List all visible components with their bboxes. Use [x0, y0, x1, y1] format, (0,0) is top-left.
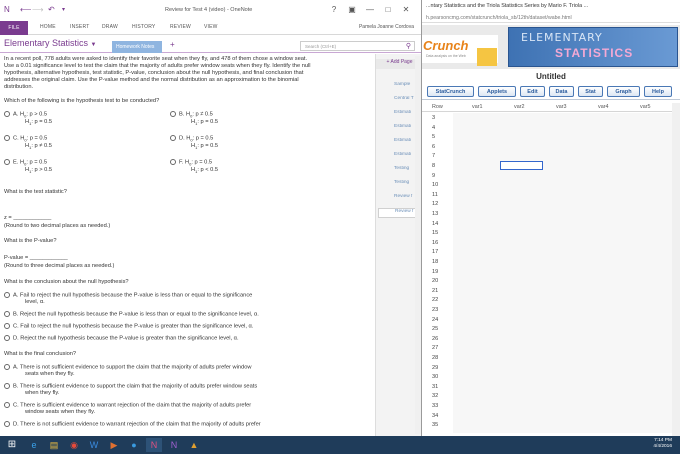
- row-number[interactable]: 9: [432, 172, 436, 179]
- hypothesis-option-e-h1: $H_1$: p > 0.5: [25, 167, 53, 175]
- back-icon[interactable]: ⟵: [20, 5, 32, 14]
- row-number[interactable]: 8: [432, 163, 436, 169]
- question-intro-line-5: distribution.: [4, 84, 34, 90]
- col-header-row: Row: [432, 104, 443, 110]
- p-value-question: What is the P-value?: [4, 238, 57, 244]
- chevron-down-icon: ▼: [90, 42, 97, 48]
- hypothesis-option-d[interactable]: D. $H_0$: p = 0.5: [170, 135, 213, 144]
- hypothesis-option-f[interactable]: F. $H_0$: p = 0.5: [170, 159, 212, 168]
- selected-cell[interactable]: [500, 161, 543, 170]
- grid-cells[interactable]: [453, 113, 675, 433]
- conclusion-option-a-cont: level, α.: [25, 299, 45, 305]
- word-icon[interactable]: W: [89, 440, 99, 450]
- radio-button[interactable]: [4, 111, 10, 117]
- taskbar: [0, 436, 680, 454]
- final-option-b-cont: when they fly.: [25, 390, 60, 396]
- tab-review[interactable]: REVIEW: [170, 24, 191, 30]
- row-number[interactable]: 25: [432, 326, 439, 333]
- onenote-task-icon[interactable]: N: [146, 438, 162, 452]
- hypothesis-option-b-h1: $H_1$: p = 0.5: [191, 119, 219, 127]
- note-page[interactable]: [0, 54, 372, 436]
- row-number[interactable]: 34: [432, 412, 439, 419]
- statcrunch-banner: [422, 25, 680, 69]
- statcrunch-logo: Crunch Data analysis on the Web: [422, 35, 498, 63]
- close-icon[interactable]: ✕: [402, 5, 410, 14]
- row-number[interactable]: 11: [432, 191, 438, 198]
- page-item[interactable]: Sample: [394, 82, 411, 87]
- ribbon-tabs: [0, 21, 422, 35]
- page-item[interactable]: Review f: [394, 194, 413, 199]
- conclusion-option-a[interactable]: A. Fail to reject the null hypothesis because the P-value is less than or equal to the significance: [4, 292, 252, 300]
- row-number[interactable]: 26: [432, 335, 439, 342]
- menu-data[interactable]: Data: [549, 86, 574, 97]
- file-explorer-icon[interactable]: ▤: [49, 440, 59, 450]
- logo-accent: [477, 48, 497, 66]
- question-intro-line-3: hypothesis, alternative hypothesis, test statistic, P-value, conclusion about the null hypothesis, and final conclusion that: [4, 70, 304, 76]
- add-page-button[interactable]: + Add Page: [376, 59, 422, 69]
- round-three-note: (Round to three decimal places as needed.): [4, 263, 115, 269]
- radio-button[interactable]: [170, 135, 176, 141]
- menu-applets[interactable]: Applets: [478, 86, 516, 97]
- row-number[interactable]: 20: [432, 278, 439, 285]
- tab-file[interactable]: FILE: [0, 21, 28, 35]
- conclusion-option-d[interactable]: D. Reject the null hypothesis because the P-value is greater than the significance level, α.: [4, 335, 239, 343]
- p-value-answer-line[interactable]: P-value = ____________: [4, 255, 68, 261]
- final-option-a-cont: seats when they fly.: [25, 371, 75, 377]
- row-number[interactable]: 5: [432, 134, 436, 141]
- col-header-var4[interactable]: var4: [598, 104, 609, 110]
- page-item[interactable]: Estimati: [394, 124, 412, 129]
- row-number[interactable]: 17: [432, 249, 439, 256]
- hypothesis-option-a[interactable]: A. $H_0$: p > 0.5: [4, 111, 47, 120]
- row-number[interactable]: 16: [432, 239, 439, 246]
- tab-history[interactable]: HISTORY: [132, 24, 156, 30]
- page-item[interactable]: Testing: [394, 166, 410, 171]
- question-intro-line-1: In a recent poll, 778 adults were asked to identify their favorite seat when they fly, and 478 of them chose a window seat.: [4, 56, 308, 62]
- tab-insert[interactable]: INSERT: [70, 24, 90, 30]
- row-number[interactable]: 32: [432, 393, 439, 400]
- row-number[interactable]: 35: [432, 422, 439, 429]
- radio-button[interactable]: [4, 135, 10, 141]
- menu-graph[interactable]: Graph: [607, 86, 640, 97]
- tab-home[interactable]: HOME: [40, 24, 56, 30]
- row-number[interactable]: 3: [432, 115, 436, 121]
- row-number[interactable]: 29: [432, 364, 439, 371]
- row-number[interactable]: 30: [432, 374, 439, 381]
- row-number[interactable]: 12: [432, 201, 439, 208]
- forward-icon[interactable]: ⟶: [32, 5, 44, 14]
- grid-scrollbar[interactable]: [672, 103, 680, 436]
- radio-button[interactable]: [4, 383, 10, 389]
- radio-button[interactable]: [4, 159, 10, 165]
- row-number[interactable]: 4: [432, 124, 436, 131]
- app-icon[interactable]: ●: [131, 440, 137, 450]
- col-header-var2[interactable]: var2: [514, 104, 525, 110]
- final-option-d[interactable]: D. There is not sufficient evidence to warrant rejection of the claim that the majority of adults prefer: [4, 421, 261, 429]
- conclusion-option-b[interactable]: B. Reject the null hypothesis because the P-value is less than or equal to the significance level, α.: [4, 311, 259, 319]
- clock-time: 7:14 PM: [654, 438, 672, 443]
- row-number[interactable]: 10: [432, 182, 439, 189]
- media-player-icon[interactable]: ▶: [110, 440, 118, 450]
- notebook-bar: [0, 35, 422, 53]
- hypothesis-option-c[interactable]: C. $H_0$: p = 0.5: [4, 135, 47, 144]
- radio-button[interactable]: [4, 421, 10, 427]
- onenote-titlebar: [0, 0, 422, 21]
- page-item[interactable]: Estimati: [394, 138, 412, 143]
- question-intro-line-4: addresses the original claim. Use the P-value method and the normal distribution as an approximation to the binomial: [4, 77, 299, 83]
- grid-header: [422, 103, 680, 112]
- onenote-scrollbar[interactable]: [415, 56, 421, 434]
- browser-title: ...ntary Statistics and the Triola Statistics Series by Mario F. Triola ...: [422, 0, 680, 12]
- hypothesis-option-c-h1: $H_1$: p ≠ 0.5: [25, 143, 52, 151]
- undo-icon[interactable]: ↶: [48, 5, 55, 14]
- row-number[interactable]: 22: [432, 297, 439, 304]
- row-number[interactable]: 7: [432, 153, 436, 160]
- conclusion-question: What is the conclusion about the null hypothesis?: [4, 279, 129, 285]
- spreadsheet-title: Untitled: [422, 70, 680, 84]
- row-number[interactable]: 6: [432, 143, 436, 150]
- row-number[interactable]: 15: [432, 230, 439, 237]
- radio-button[interactable]: [170, 111, 176, 117]
- notebook-dropdown[interactable]: [4, 38, 97, 48]
- radio-button[interactable]: [4, 323, 10, 329]
- page-item[interactable]: Estimati: [394, 110, 412, 115]
- hypothesis-option-a-h1: $H_1$: p = 0.5: [25, 119, 53, 127]
- onenote-second-icon[interactable]: N: [170, 440, 178, 450]
- z-answer-line[interactable]: z = ____________: [4, 215, 52, 221]
- radio-button[interactable]: [4, 311, 10, 317]
- radio-button[interactable]: [4, 292, 10, 298]
- page-item[interactable]: Testing: [394, 180, 410, 185]
- row-number[interactable]: 21: [432, 287, 439, 294]
- address-bar[interactable]: h.pearsoncmg.com/statcrunch/triola_sb/12th/dataset/wabe.html: [422, 13, 680, 23]
- windows-start-icon[interactable]: ⊞: [7, 439, 17, 450]
- menu-stat[interactable]: Stat: [578, 86, 603, 97]
- taskbar-clock[interactable]: [653, 438, 672, 450]
- row-number[interactable]: 31: [432, 383, 439, 390]
- radio-button[interactable]: [170, 159, 176, 165]
- tab-view[interactable]: VIEW: [204, 24, 218, 30]
- row-number[interactable]: 19: [432, 268, 439, 275]
- menu-help[interactable]: Help: [644, 86, 672, 97]
- browser-window: [422, 0, 680, 436]
- hypothesis-option-e[interactable]: E. $H_0$: p = 0.5: [4, 159, 47, 168]
- data-grid[interactable]: [422, 103, 680, 436]
- onenote-app-icon: N: [4, 5, 10, 14]
- page-item-selected[interactable]: Review f: [378, 208, 421, 218]
- final-option-a[interactable]: A. There is not sufficient evidence to support the claim that the majority of adults prefer window: [4, 364, 251, 372]
- maximize-icon[interactable]: □: [385, 5, 391, 14]
- internet-explorer-icon[interactable]: e: [31, 440, 37, 450]
- final-option-b[interactable]: B. There is sufficient evidence to support the claim that the majority of adults prefer window seats: [4, 383, 257, 391]
- chrome-icon[interactable]: ◉: [70, 440, 78, 450]
- radio-button[interactable]: [4, 364, 10, 370]
- col-header-var5[interactable]: var5: [640, 104, 651, 110]
- help-icon[interactable]: ?: [331, 5, 337, 14]
- final-conclusion-question: What is the final conclusion?: [4, 351, 77, 357]
- notebook-name: Elementary Statistics: [4, 38, 89, 48]
- book-cover-title: ELEMENTARY STATISTICS: [508, 27, 678, 67]
- tab-draw[interactable]: DRAW: [102, 24, 118, 30]
- window-title: Review for Test 4 (video) - OneNote: [165, 7, 253, 13]
- col-header-var1[interactable]: var1: [472, 104, 483, 110]
- row-number[interactable]: 13: [432, 211, 439, 217]
- customize-toolbar-icon[interactable]: ▾: [62, 7, 66, 13]
- page-item[interactable]: Estimati: [394, 152, 412, 157]
- search-placeholder: Search (Ctrl+E): [305, 44, 337, 49]
- radio-button[interactable]: [4, 402, 10, 408]
- hypothesis-option-f-h1: $H_1$: p < 0.5: [191, 167, 219, 175]
- user-name[interactable]: Pamela Joanne Cordova: [358, 24, 414, 30]
- ribbon-display-icon[interactable]: ▣: [348, 5, 356, 14]
- final-option-c[interactable]: C. There is sufficient evidence to warrant rejection of the claim that the majority of adults prefer: [4, 402, 251, 410]
- hypothesis-question: Which of the following is the hypothesis test to be conducted?: [4, 98, 160, 104]
- clock-date: 4/4/2016: [653, 444, 672, 449]
- test-statistic-question: What is the test statistic?: [4, 189, 67, 195]
- menu-statcrunch[interactable]: StatCrunch: [427, 86, 474, 97]
- page-item[interactable]: Central T: [394, 96, 414, 101]
- conclusion-option-c[interactable]: C. Fail to reject the null hypothesis because the P-value is greater than the significance level, α.: [4, 323, 253, 331]
- hypothesis-option-d-h1: $H_1$: p = 0.5: [191, 143, 219, 151]
- app-two-icon[interactable]: ▲: [189, 440, 199, 450]
- search-input[interactable]: [300, 41, 415, 51]
- section-tab-homework-notes[interactable]: Homework Notes: [112, 41, 162, 53]
- row-number[interactable]: 23: [432, 307, 439, 313]
- menu-edit[interactable]: Edit: [520, 86, 545, 97]
- row-number[interactable]: 14: [432, 220, 439, 227]
- radio-button[interactable]: [4, 335, 10, 341]
- row-number[interactable]: 28: [432, 355, 439, 361]
- row-number[interactable]: 24: [432, 316, 439, 323]
- row-number[interactable]: 33: [432, 403, 439, 409]
- add-section-button[interactable]: +: [170, 40, 175, 49]
- hypothesis-option-b[interactable]: B. $H_0$: p ≠ 0.5: [170, 111, 213, 120]
- row-number[interactable]: 27: [432, 345, 439, 352]
- col-header-var3[interactable]: var3: [556, 104, 567, 110]
- question-intro-line-2: Use a 0.01 significance level to test the claim that the majority of adults prefer window seats when they fly. Identify the null: [4, 63, 311, 69]
- search-icon: ⚲: [405, 43, 411, 50]
- statcrunch-menu: [422, 84, 680, 100]
- minimize-icon[interactable]: —: [366, 5, 374, 14]
- round-two-note: (Round to two decimal places as needed.): [4, 223, 111, 229]
- row-number[interactable]: 18: [432, 259, 439, 265]
- final-option-c-cont: window seats when they fly.: [25, 409, 96, 415]
